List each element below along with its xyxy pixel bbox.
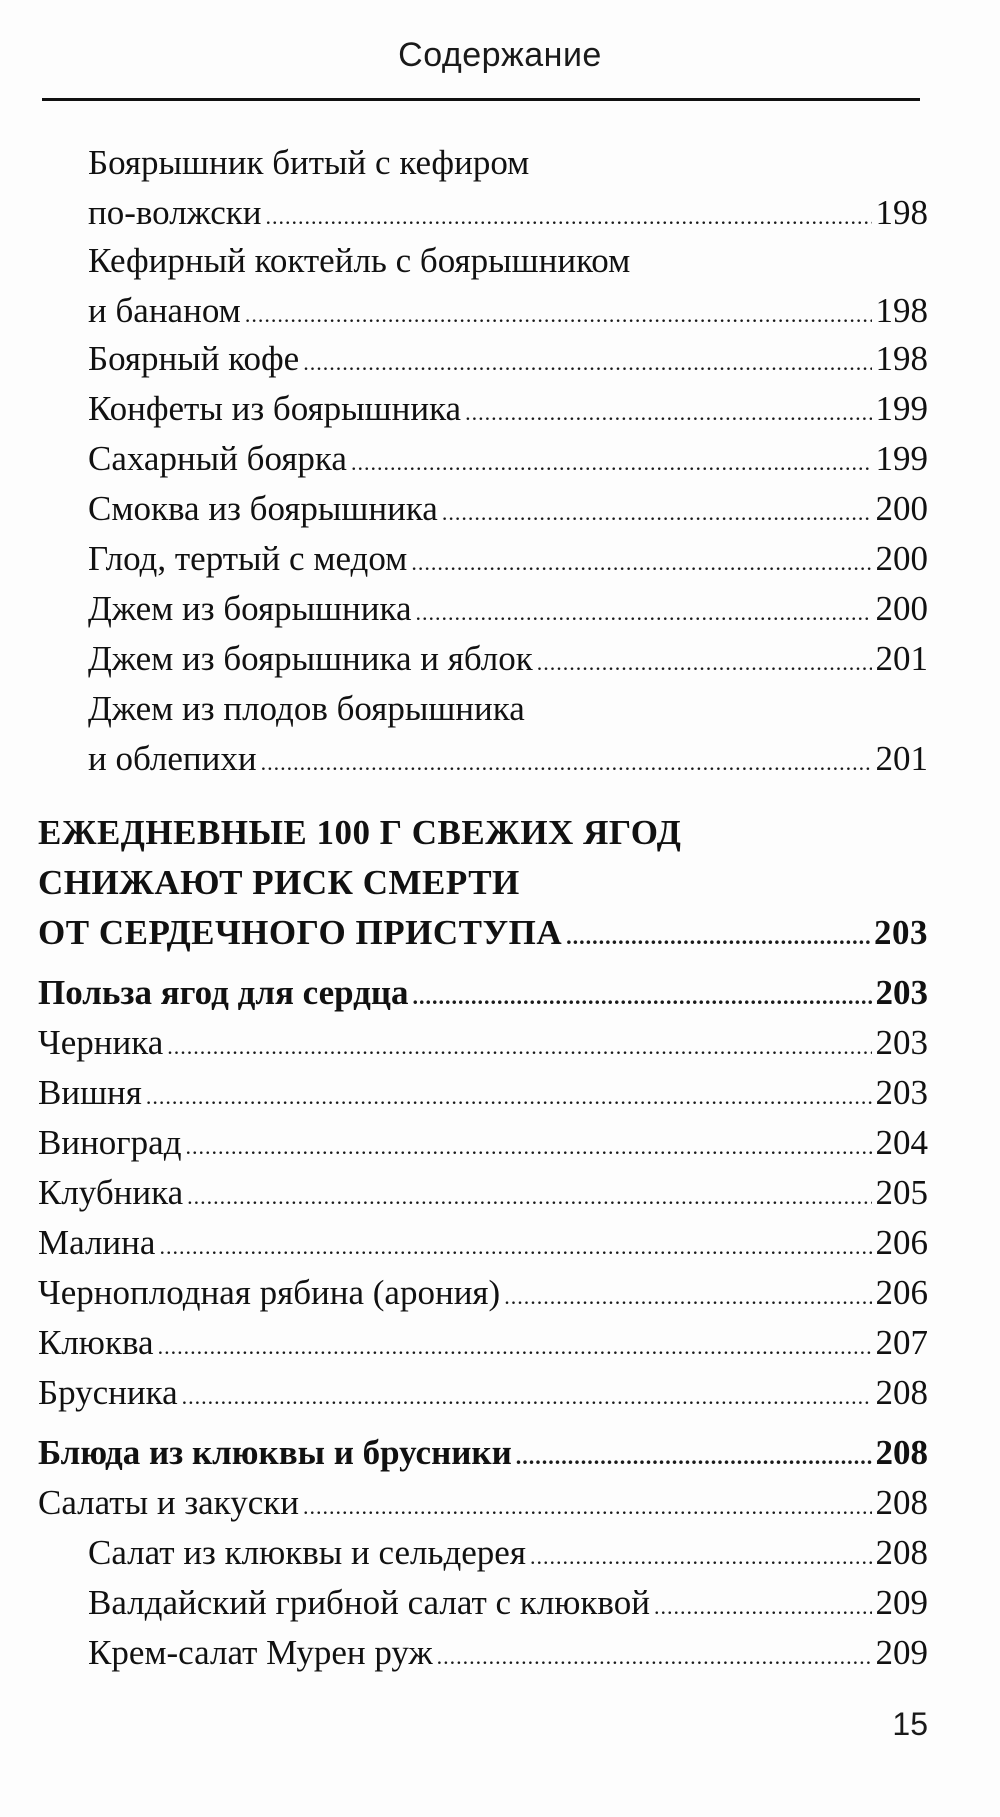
toc-page-number: 209 xyxy=(875,1583,928,1622)
toc-page-number: 208 xyxy=(875,1373,928,1412)
toc-page-number: 208 xyxy=(875,1433,928,1472)
toc-page-number: 198 xyxy=(875,193,928,232)
dot-leader xyxy=(187,1172,871,1222)
toc-entry-title: Черноплодная рябина (арония) xyxy=(38,1273,501,1312)
toc-entry-line xyxy=(88,334,928,384)
toc-entry-line xyxy=(38,1118,928,1168)
dot-leader xyxy=(266,192,872,242)
toc-entry-line xyxy=(38,1218,928,1268)
page-number: 15 xyxy=(892,1706,928,1742)
dot-leader xyxy=(465,388,871,438)
toc-entry-line xyxy=(38,1018,928,1068)
dot-leader xyxy=(245,290,872,340)
toc-page-number: 198 xyxy=(875,291,928,330)
toc-entry-title: Боярный кофе xyxy=(88,339,300,378)
toc-entry-line xyxy=(88,684,525,734)
dot-leader xyxy=(442,488,872,538)
dot-leader xyxy=(303,1482,872,1532)
toc-page-number: 208 xyxy=(875,1533,928,1572)
toc-entry-line xyxy=(88,434,928,484)
toc-page-number: 203 xyxy=(875,973,928,1012)
toc-page-number: 206 xyxy=(875,1273,928,1312)
toc-entry-line xyxy=(38,1068,928,1118)
toc-entry-line xyxy=(88,1628,928,1678)
header-rule xyxy=(42,98,920,101)
dot-leader xyxy=(413,972,872,1022)
toc-entry-line xyxy=(38,908,928,958)
toc-entry-line xyxy=(38,808,681,858)
toc-entry-title: Конфеты из боярышника xyxy=(88,389,462,428)
dot-leader xyxy=(437,1632,872,1682)
toc-page-number: 200 xyxy=(875,589,928,628)
toc-entry-title: Кефирный коктейль с боярышником xyxy=(88,241,631,280)
toc-entry-line xyxy=(38,858,520,908)
toc-entry-line xyxy=(88,138,529,188)
toc-entry-line xyxy=(38,1318,928,1368)
dot-leader xyxy=(351,438,872,488)
toc-entry-title: Брусника xyxy=(38,1373,178,1412)
toc-entry-line xyxy=(88,634,928,684)
toc-entry-title: Глод, тертый с медом xyxy=(88,539,408,578)
toc-entry-line xyxy=(88,188,928,238)
toc-entry-title: Сахарный боярка xyxy=(88,439,347,478)
toc-entry-title: Клубника xyxy=(38,1173,184,1212)
toc-entry-title: ОТ СЕРДЕЧНОГО ПРИСТУПА xyxy=(38,913,563,952)
toc-page-number: 203 xyxy=(875,1023,928,1062)
toc-page-number: 207 xyxy=(875,1323,928,1362)
dot-leader xyxy=(182,1372,872,1422)
dot-leader xyxy=(261,738,872,788)
toc-entry-line xyxy=(88,534,928,584)
toc-page-number: 200 xyxy=(875,539,928,578)
dot-leader xyxy=(159,1222,871,1272)
toc-page-number: 199 xyxy=(875,439,928,478)
dot-leader xyxy=(411,538,871,588)
toc-entry-line xyxy=(38,1478,928,1528)
toc-entry-title: и бананом xyxy=(88,291,241,330)
toc-page-number: 200 xyxy=(875,489,928,528)
dot-leader xyxy=(654,1582,872,1632)
toc-entry-line xyxy=(38,1168,928,1218)
toc-entry-title: Блюда из клюквы и брусники xyxy=(38,1433,512,1472)
toc-entry-line xyxy=(88,484,928,534)
toc-page-number: 203 xyxy=(874,913,928,952)
toc-page-number: 206 xyxy=(875,1223,928,1262)
toc-entry-title: СНИЖАЮТ РИСК СМЕРТИ xyxy=(38,863,520,902)
toc-entry-line xyxy=(88,1578,928,1628)
toc-entry-title: ЕЖЕДНЕВНЫЕ 100 Г СВЕЖИХ ЯГОД xyxy=(38,813,682,852)
toc-entry-title: Смоква из боярышника xyxy=(88,489,438,528)
toc-page-number: 204 xyxy=(875,1123,928,1162)
toc-entry-title: Джем из боярышника и яблок xyxy=(88,639,533,678)
toc-entry-title: Черника xyxy=(38,1023,164,1062)
toc-page-number: 209 xyxy=(875,1633,928,1672)
toc-entry-title: и облепихи xyxy=(88,739,257,778)
toc-entry-title: Польза ягод для сердца xyxy=(38,973,409,1012)
toc-entry-title: Салат из клюквы и сельдерея xyxy=(88,1533,526,1572)
toc-entry-line xyxy=(38,968,928,1018)
toc-entry-title: Джем из боярышника xyxy=(88,589,412,628)
toc-entry-title: по-волжски xyxy=(88,193,262,232)
toc-entry-line xyxy=(38,1268,928,1318)
toc-entry-title: Крем-салат Мурен руж xyxy=(88,1633,433,1672)
toc-entry-line xyxy=(88,1528,928,1578)
toc-entry-title: Салаты и закуски xyxy=(38,1483,299,1522)
dot-leader xyxy=(566,912,870,962)
toc-entry-title: Валдайский грибной салат с клюквой xyxy=(88,1583,650,1622)
dot-leader xyxy=(516,1432,872,1482)
dot-leader xyxy=(537,638,872,688)
toc-entry-line xyxy=(88,734,928,784)
toc-page-number: 208 xyxy=(875,1483,928,1522)
toc-page-number: 205 xyxy=(875,1173,928,1212)
dot-leader xyxy=(504,1272,871,1322)
toc-page-number: 201 xyxy=(875,739,928,778)
dot-leader xyxy=(186,1122,872,1172)
toc-entry-title: Клюква xyxy=(38,1323,154,1362)
toc-page-number: 199 xyxy=(875,389,928,428)
dot-leader xyxy=(167,1022,871,1072)
running-head: Содержание xyxy=(398,36,602,74)
toc-page-number: 201 xyxy=(875,639,928,678)
dot-leader xyxy=(303,338,871,388)
toc-entry-title: Малина xyxy=(38,1223,156,1262)
dot-leader xyxy=(146,1072,872,1122)
dot-leader xyxy=(416,588,872,638)
toc-entry-line xyxy=(38,1428,928,1478)
toc-entry-line xyxy=(88,286,928,336)
toc-entry-line xyxy=(88,384,928,434)
toc-page-number: 198 xyxy=(875,339,928,378)
toc-entry-title: Боярышник битый с кефиром xyxy=(88,143,530,182)
toc-entry-line xyxy=(88,236,630,286)
toc-entry-title: Вишня xyxy=(38,1073,142,1112)
dot-leader xyxy=(158,1322,872,1372)
toc-entry-line xyxy=(38,1368,928,1418)
toc-page-number: 203 xyxy=(875,1073,928,1112)
toc-entry-title: Виноград xyxy=(38,1123,182,1162)
toc-entry-title: Джем из плодов боярышника xyxy=(88,689,525,728)
dot-leader xyxy=(530,1532,872,1582)
toc-entry-line xyxy=(88,584,928,634)
